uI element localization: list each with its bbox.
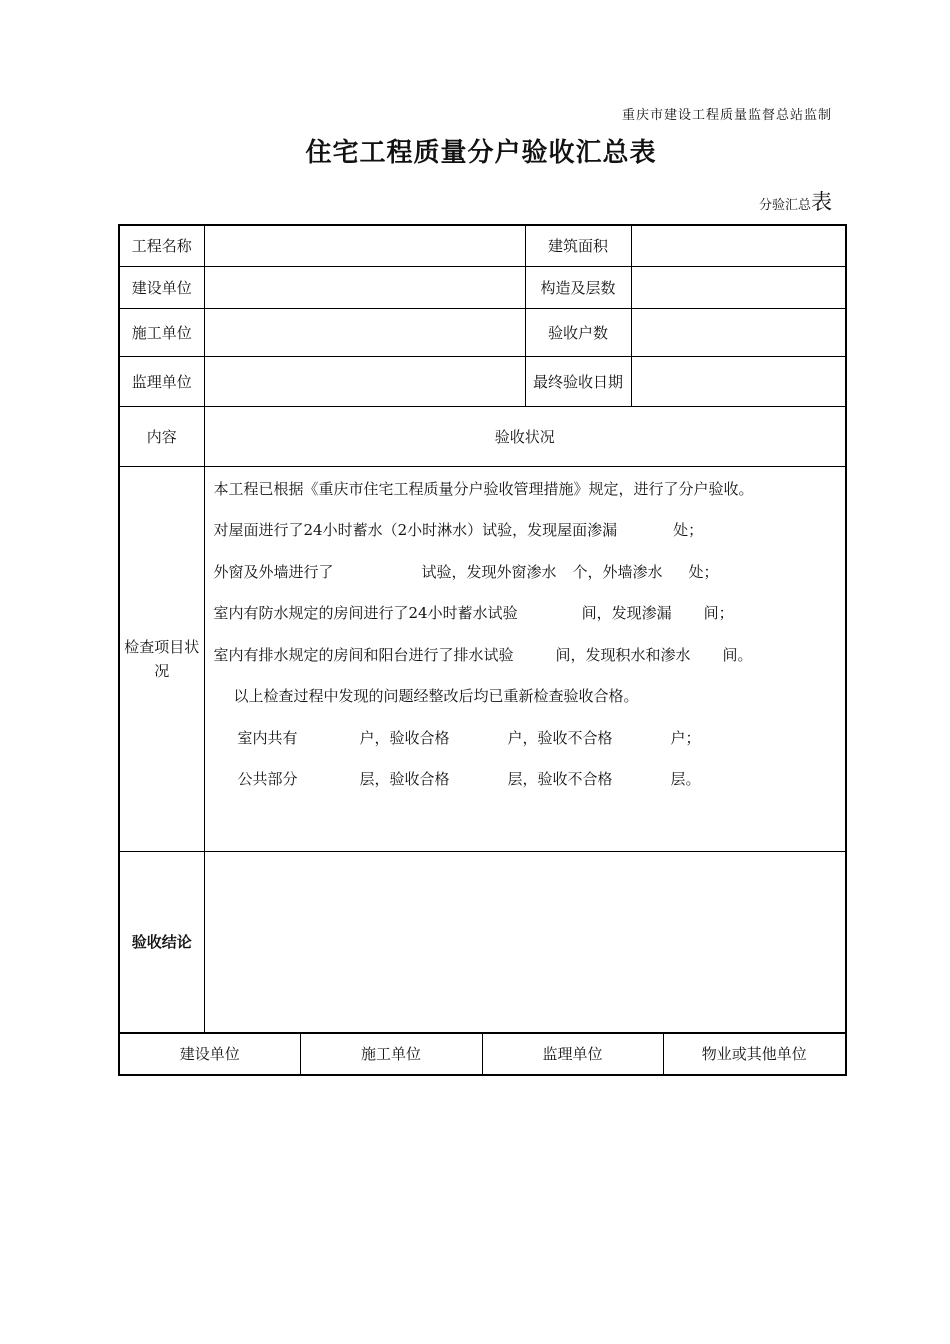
check-line-8: 公共部分 层，验收合格 层，验收不合格 层。 [237,770,701,788]
signature-supervisor[interactable]: 监理单位 [482,1033,663,1075]
structure-field[interactable] [631,266,846,308]
check-line-4: 室内有防水规定的房间进行了24小时蓄水试验 间，发现渗漏 间； [213,604,734,622]
households-field[interactable] [631,308,846,356]
form-number-big: 表 [811,190,832,214]
signature-builder[interactable]: 建设单位 [119,1033,300,1075]
supervise-note: 重庆市建设工程质量监督总站监制 [621,108,832,123]
conclusion-field[interactable] [204,851,846,1033]
check-line-1: 本工程已根据《重庆市住宅工程质量分户验收管理措施》规定，进行了分户验收。 [213,479,754,498]
floor-area-label: 建筑面积 [525,225,631,266]
floor-area-field[interactable] [631,225,846,266]
check-line-6: 以上检查过程中发现的问题经整改后均已重新检查验收合格。 [233,687,639,705]
contractor-label: 施工单位 [119,308,204,356]
form-number [759,186,832,216]
check-line-5: 室内有排水规定的房间和阳台进行了排水试验 间，发现积水和渗水 间。 [213,645,753,664]
structure-label: 构造及层数 [525,266,631,308]
check-line-7: 室内共有 户，验收合格 户，验收不合格 户； [237,728,701,747]
content-label: 内容 [119,406,204,466]
contractor-field[interactable] [204,308,525,356]
final-date-field[interactable] [631,356,846,406]
summary-table [118,224,847,1034]
supervisor-label: 监理单位 [119,356,204,406]
builder-field[interactable] [204,266,525,308]
signature-table [118,1033,847,1076]
check-items-content[interactable] [204,466,846,851]
signature-property[interactable]: 物业或其他单位 [663,1033,846,1075]
final-date-label: 最终验收日期 [525,356,631,406]
page-title: 住宅工程质量分户验收汇总表 [305,138,657,168]
project-name-field[interactable] [204,225,525,266]
check-items-label: 检查项目状况 [119,466,204,851]
form-number-small: 分验汇总 [758,198,811,213]
builder-label: 建设单位 [119,266,204,308]
status-label: 验收状况 [204,406,846,466]
check-line-2: 对屋面进行了24小时蓄水（2小时淋水）试验，发现屋面渗漏 处； [213,521,704,539]
conclusion-label: 验收结论 [119,851,204,1033]
signature-contractor[interactable]: 施工单位 [300,1033,482,1075]
households-label: 验收户数 [525,308,631,356]
project-name-label: 工程名称 [119,225,204,266]
check-line-3: 外窗及外墙进行了 试验，发现外窗渗水 个，外墙渗水 处； [213,562,719,581]
supervisor-field[interactable] [204,356,525,406]
